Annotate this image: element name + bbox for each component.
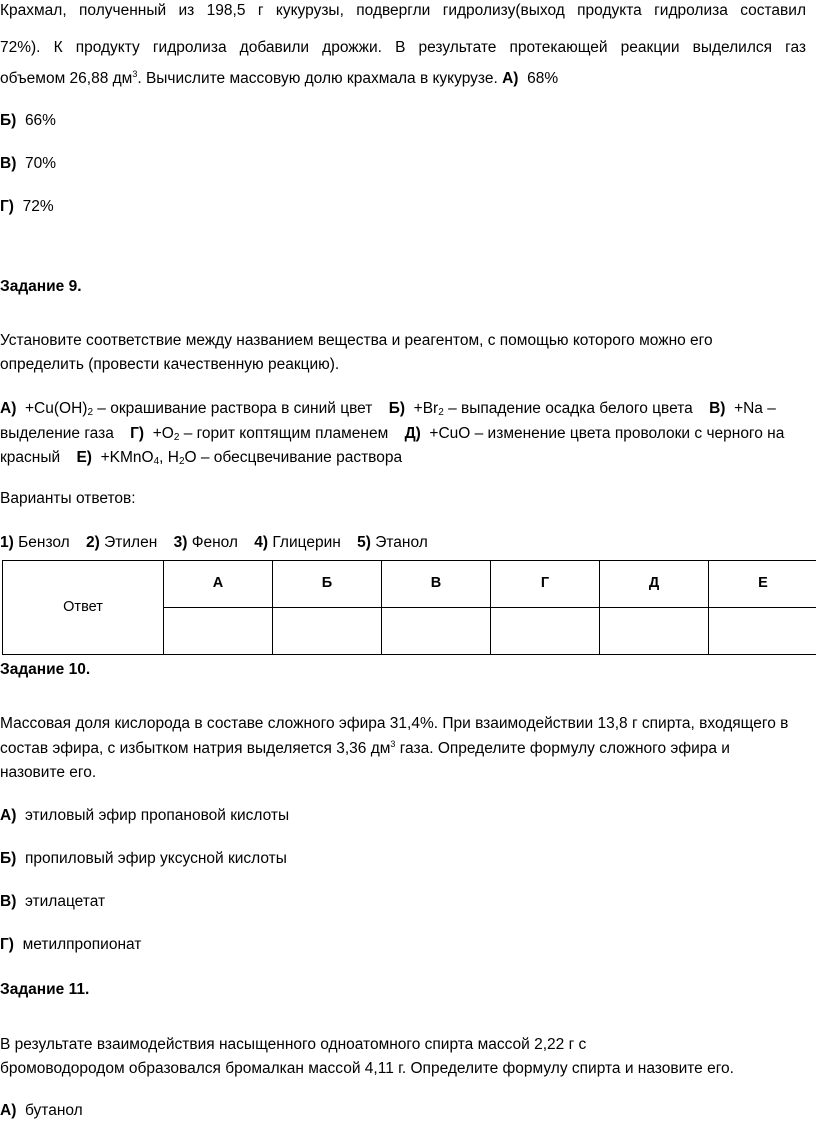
q9-item-b-letter: Б) xyxy=(388,400,406,417)
q11-text-line-2: бромоводородом образовался бромалкан массой 4,11 г. Определите формулу спирта и назовите его. xyxy=(0,1060,734,1077)
answer-table-header-row xyxy=(3,561,816,608)
answer-header-d: Д xyxy=(600,561,709,608)
variant-3-num: 3) xyxy=(173,534,188,551)
q10-text-line-2 xyxy=(0,740,730,759)
q9-item-e-letter: Е) xyxy=(76,449,92,466)
q9-title xyxy=(0,278,82,297)
q9-item-b-post: – выпадение осадка белого цвета xyxy=(443,400,693,417)
q9-item-e-pre: +KMnO xyxy=(100,449,154,466)
q11-option-a xyxy=(0,1102,83,1121)
q9-item-v-text: +Na – xyxy=(734,400,776,417)
q8-option-g-letter: Г) xyxy=(0,198,14,215)
q8-option-v-letter: В) xyxy=(0,155,17,172)
answer-cell-d[interactable] xyxy=(600,608,709,655)
q11-option-a-text: бутанол xyxy=(24,1102,83,1119)
q10-line2-post: газа. Определите формулу сложного эфира и xyxy=(395,740,730,757)
q8-option-b xyxy=(0,112,56,131)
q11-option-a-letter: А) xyxy=(0,1102,17,1119)
answer-header-b: Б xyxy=(273,561,382,608)
q10-title-text: Задание 10. xyxy=(0,661,91,678)
answer-header-e: Е xyxy=(709,561,816,608)
q8-option-a-letter: А) xyxy=(502,70,519,87)
q10-option-a-letter: А) xyxy=(0,807,17,824)
q8-option-b-letter: Б) xyxy=(0,112,17,129)
q9-items-line-3 xyxy=(0,449,402,468)
q8-line3-post: . Вычислите массовую долю крахмала в кукурузе. xyxy=(137,70,498,87)
variant-3-text: Фенол xyxy=(191,534,238,551)
q9-item-d-text: +CuO – изменение цвета проволоки с черного на xyxy=(429,425,785,442)
answer-row-label: Ответ xyxy=(3,561,164,655)
q10-option-g-letter: Г) xyxy=(0,936,14,953)
q9-item-d-letter: Д) xyxy=(404,425,421,442)
q9-item-e-sub2: 2 xyxy=(178,456,185,467)
variant-4-text: Глицерин xyxy=(272,534,341,551)
q9-item-e-mid: , H xyxy=(159,449,179,466)
q9-items-line-2 xyxy=(0,425,784,444)
q10-option-b-text: пропиловый эфир уксусной кислоты xyxy=(24,850,287,867)
q9-variants-list xyxy=(0,534,428,553)
variant-1-text: Бензол xyxy=(18,534,70,551)
q9-title-text: Задание 9. xyxy=(0,278,82,295)
q8-line3-sup: 3 xyxy=(132,69,138,79)
answer-header-g: Г xyxy=(491,561,600,608)
q8-option-a-text: 68% xyxy=(527,70,559,87)
q9-item-a-sub: 2 xyxy=(87,407,93,418)
q9-item-e-post: O – обесцвечивание раствора xyxy=(184,449,403,466)
q10-option-b xyxy=(0,850,287,869)
variant-1-num: 1) xyxy=(0,534,14,551)
answer-cell-a[interactable] xyxy=(164,608,273,655)
answer-cell-e[interactable] xyxy=(709,608,816,655)
q8-line3-pre: объемом 26,88 дм xyxy=(0,70,133,87)
q9-item-d-cont: красный xyxy=(0,449,61,466)
answer-cell-v[interactable] xyxy=(382,608,491,655)
q9-prompt-line-2: определить (провести качественную реакцию). xyxy=(0,356,340,373)
q9-item-g-letter: Г) xyxy=(130,425,145,442)
q10-option-b-letter: Б) xyxy=(0,850,17,867)
q9-item-b-sub: 2 xyxy=(438,407,444,418)
answer-header-a: А xyxy=(164,561,273,608)
q9-item-e-sub: 4 xyxy=(153,456,160,467)
answer-cell-b[interactable] xyxy=(273,608,382,655)
q8-text-line-3 xyxy=(0,70,558,89)
q10-option-v-letter: В) xyxy=(0,893,17,910)
q9-item-a-letter: А) xyxy=(0,400,17,417)
variant-5-num: 5) xyxy=(357,534,371,551)
q8-option-g-text: 72% xyxy=(22,198,54,215)
q10-option-g xyxy=(0,936,141,955)
q10-line2-sup: 3 xyxy=(390,739,396,749)
variant-4-num: 4) xyxy=(254,534,269,551)
q9-item-v-letter: В) xyxy=(709,400,726,417)
q8-option-v xyxy=(0,155,56,174)
q9-items-line-1 xyxy=(0,400,776,419)
q9-item-b-pre: +Br xyxy=(413,400,439,417)
q10-title xyxy=(0,661,90,680)
q9-variants-label: Варианты ответов: xyxy=(0,490,136,507)
q9-item-v-cont: выделение газа xyxy=(0,425,114,442)
q8-text-line-2: 72%). К продукту гидролиза добавили дрожжи. В результате протекающей реакции выделился газ xyxy=(0,39,806,56)
q8-text-line-1: Крахмал, полученный из 198,5 г кукурузы, подвергли гидролизу(выход продукта гидролиза составил xyxy=(0,2,806,19)
q8-option-g xyxy=(0,198,54,217)
q10-line2-pre: состав эфира, с избытком натрия выделяется 3,36 дм xyxy=(0,740,391,757)
q11-title-text: Задание 11. xyxy=(0,981,90,998)
variant-5-text: Этанол xyxy=(375,534,428,551)
q8-option-v-text: 70% xyxy=(24,155,57,172)
answer-cell-g[interactable] xyxy=(491,608,600,655)
q10-text-line-3: назовите его. xyxy=(0,764,97,781)
q11-text-line-1: В результате взаимодействия насыщенного одноатомного спирта массой 2,22 г с xyxy=(0,1036,587,1053)
q10-option-v xyxy=(0,893,105,912)
q9-item-g-post: – горит коптящим пламенем xyxy=(179,425,389,442)
answer-table xyxy=(2,560,816,655)
q10-option-v-text: этилацетат xyxy=(24,893,106,910)
q9-item-a-post: – окрашивание раствора в синий цвет xyxy=(93,400,373,417)
variant-2-text: Этилен xyxy=(104,534,158,551)
q10-option-g-text: метилпропионат xyxy=(22,936,142,953)
q9-item-g-pre: +O xyxy=(152,425,174,442)
q10-option-a-text: этиловый эфир пропановой кислоты xyxy=(24,807,290,824)
q10-option-a xyxy=(0,807,289,826)
q9-prompt-line-1: Установите соответствие между названием вещества и реагентом, с помощью которого можно его xyxy=(0,332,713,349)
variant-2-num: 2) xyxy=(86,534,100,551)
q11-title xyxy=(0,981,89,1000)
q8-option-b-text: 66% xyxy=(24,112,56,129)
q9-item-a-pre: +Cu(OH) xyxy=(24,400,88,417)
q10-text-line-1: Массовая доля кислорода в составе сложного эфира 31,4%. При взаимодействии 13,8 г спирта, входящего в xyxy=(0,715,789,732)
answer-header-v: В xyxy=(382,561,491,608)
q9-item-g-sub: 2 xyxy=(173,432,180,443)
